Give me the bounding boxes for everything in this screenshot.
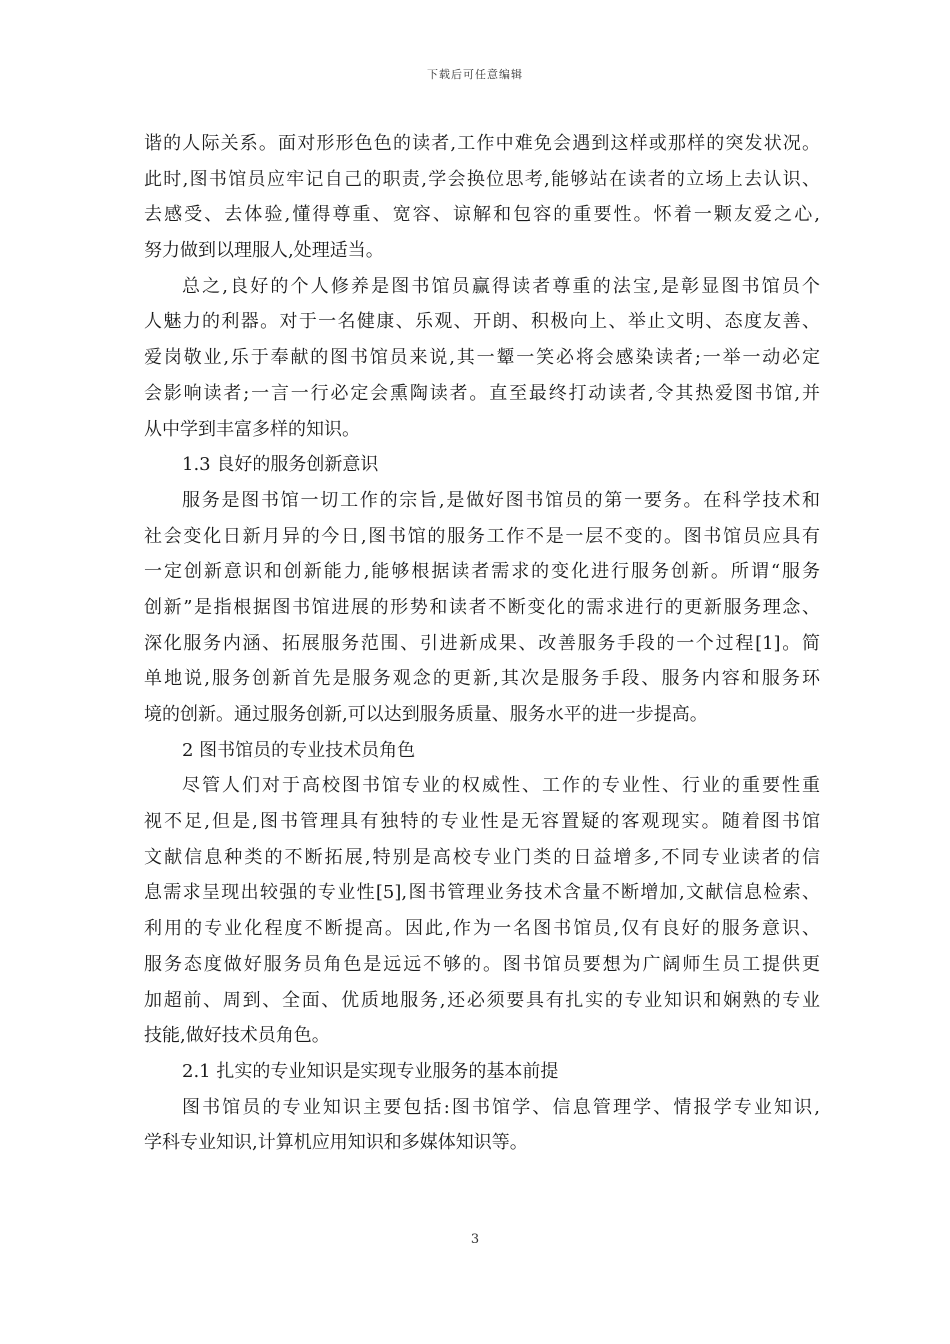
text-line: 服务态度做好服务员角色是远远不够的。图书馆员要想为广阔师生员工提供更 [144, 953, 820, 975]
text-line: 图书馆员的专业知识主要包括:图书馆学、信息管理学、情报学专业知识, [182, 1096, 820, 1118]
text-line: 单地说,服务创新首先是服务观念的更新,其次是服务手段、服务内容和服务环 [144, 668, 820, 690]
text-line: 服务是图书馆一切工作的宗旨,是做好图书馆员的第一要务。在科学技术和 [182, 489, 820, 511]
page-header: 下载后可任意编辑 [427, 68, 523, 81]
text-line: 加超前、周到、全面、优质地服务,还必须要具有扎实的专业知识和娴熟的专业 [144, 989, 820, 1011]
text-line: 去感受、去体验,懂得尊重、宽容、谅解和包容的重要性。怀着一颗友爱之心, [144, 204, 820, 226]
text-line: 息需求呈现出较强的专业性[5],图书管理业务技术含量不断增加,文献信息检索、 [144, 882, 820, 904]
section-heading: 2 图书馆员的专业技术员角色 [182, 739, 416, 761]
text-line: 此时,图书馆员应牢记自己的职责,学会换位思考,能够站在读者的立场上去认识、 [144, 168, 820, 190]
text-line: 利用的专业化程度不断提高。因此,作为一名图书馆员,仅有良好的服务意识、 [144, 918, 820, 940]
text-line: 努力做到以理服人,处理适当。 [144, 240, 384, 262]
text-line: 一定创新意识和创新能力,能够根据读者需求的变化进行服务创新。所谓“服务 [144, 561, 820, 583]
text-line: 视不足,但是,图书管理具有独特的专业性是无容置疑的客观现实。随着图书馆 [144, 811, 820, 833]
section-heading: 2.1 扎实的专业知识是实现专业服务的基本前提 [182, 1060, 559, 1082]
section-heading: 1.3 良好的服务创新意识 [182, 454, 379, 476]
body-text [144, 126, 820, 1161]
text-line: 学科专业知识,计算机应用知识和多媒体知识等。 [144, 1132, 528, 1154]
text-line: 文献信息种类的不断拓展,特别是高校专业门类的日益增多,不同专业读者的信 [144, 846, 820, 868]
text-line: 谐的人际关系。面对形形色色的读者,工作中难免会遇到这样或那样的突发状况。 [144, 133, 820, 154]
text-line: 尽管人们对于高校图书馆专业的权威性、工作的专业性、行业的重要性重 [182, 775, 820, 797]
text-line: 爱岗敬业,乐于奉献的图书馆员来说,其一颦一笑必将会感染读者;一举一动必定 [144, 347, 820, 369]
text-line: 人魅力的利器。对于一名健康、乐观、开朗、积极向上、举止文明、态度友善、 [144, 311, 820, 333]
text-line: 深化服务内涵、拓展服务范围、引进新成果、改善服务手段的一个过程[1]。简 [144, 632, 820, 654]
text-line: 从中学到丰富多样的知识。 [144, 418, 360, 440]
text-line: 会影响读者;一言一行必定会熏陶读者。直至最终打动读者,令其热爱图书馆,并 [144, 382, 820, 404]
text-line: 创新”是指根据图书馆进展的形势和读者不断变化的需求进行的更新服务理念、 [144, 596, 820, 618]
text-line: 社会变化日新月异的今日,图书馆的服务工作不是一层不变的。图书馆员应具有 [144, 525, 820, 547]
text-line: 技能,做好技术员角色。 [144, 1025, 330, 1047]
page-number: 3 [470, 1232, 480, 1247]
text-line: 境的创新。通过服务创新,可以达到服务质量、服务水平的进一步提高。 [144, 704, 708, 725]
text-line: 总之,良好的个人修养是图书馆员赢得读者尊重的法宝,是彰显图书馆员个 [182, 275, 820, 297]
